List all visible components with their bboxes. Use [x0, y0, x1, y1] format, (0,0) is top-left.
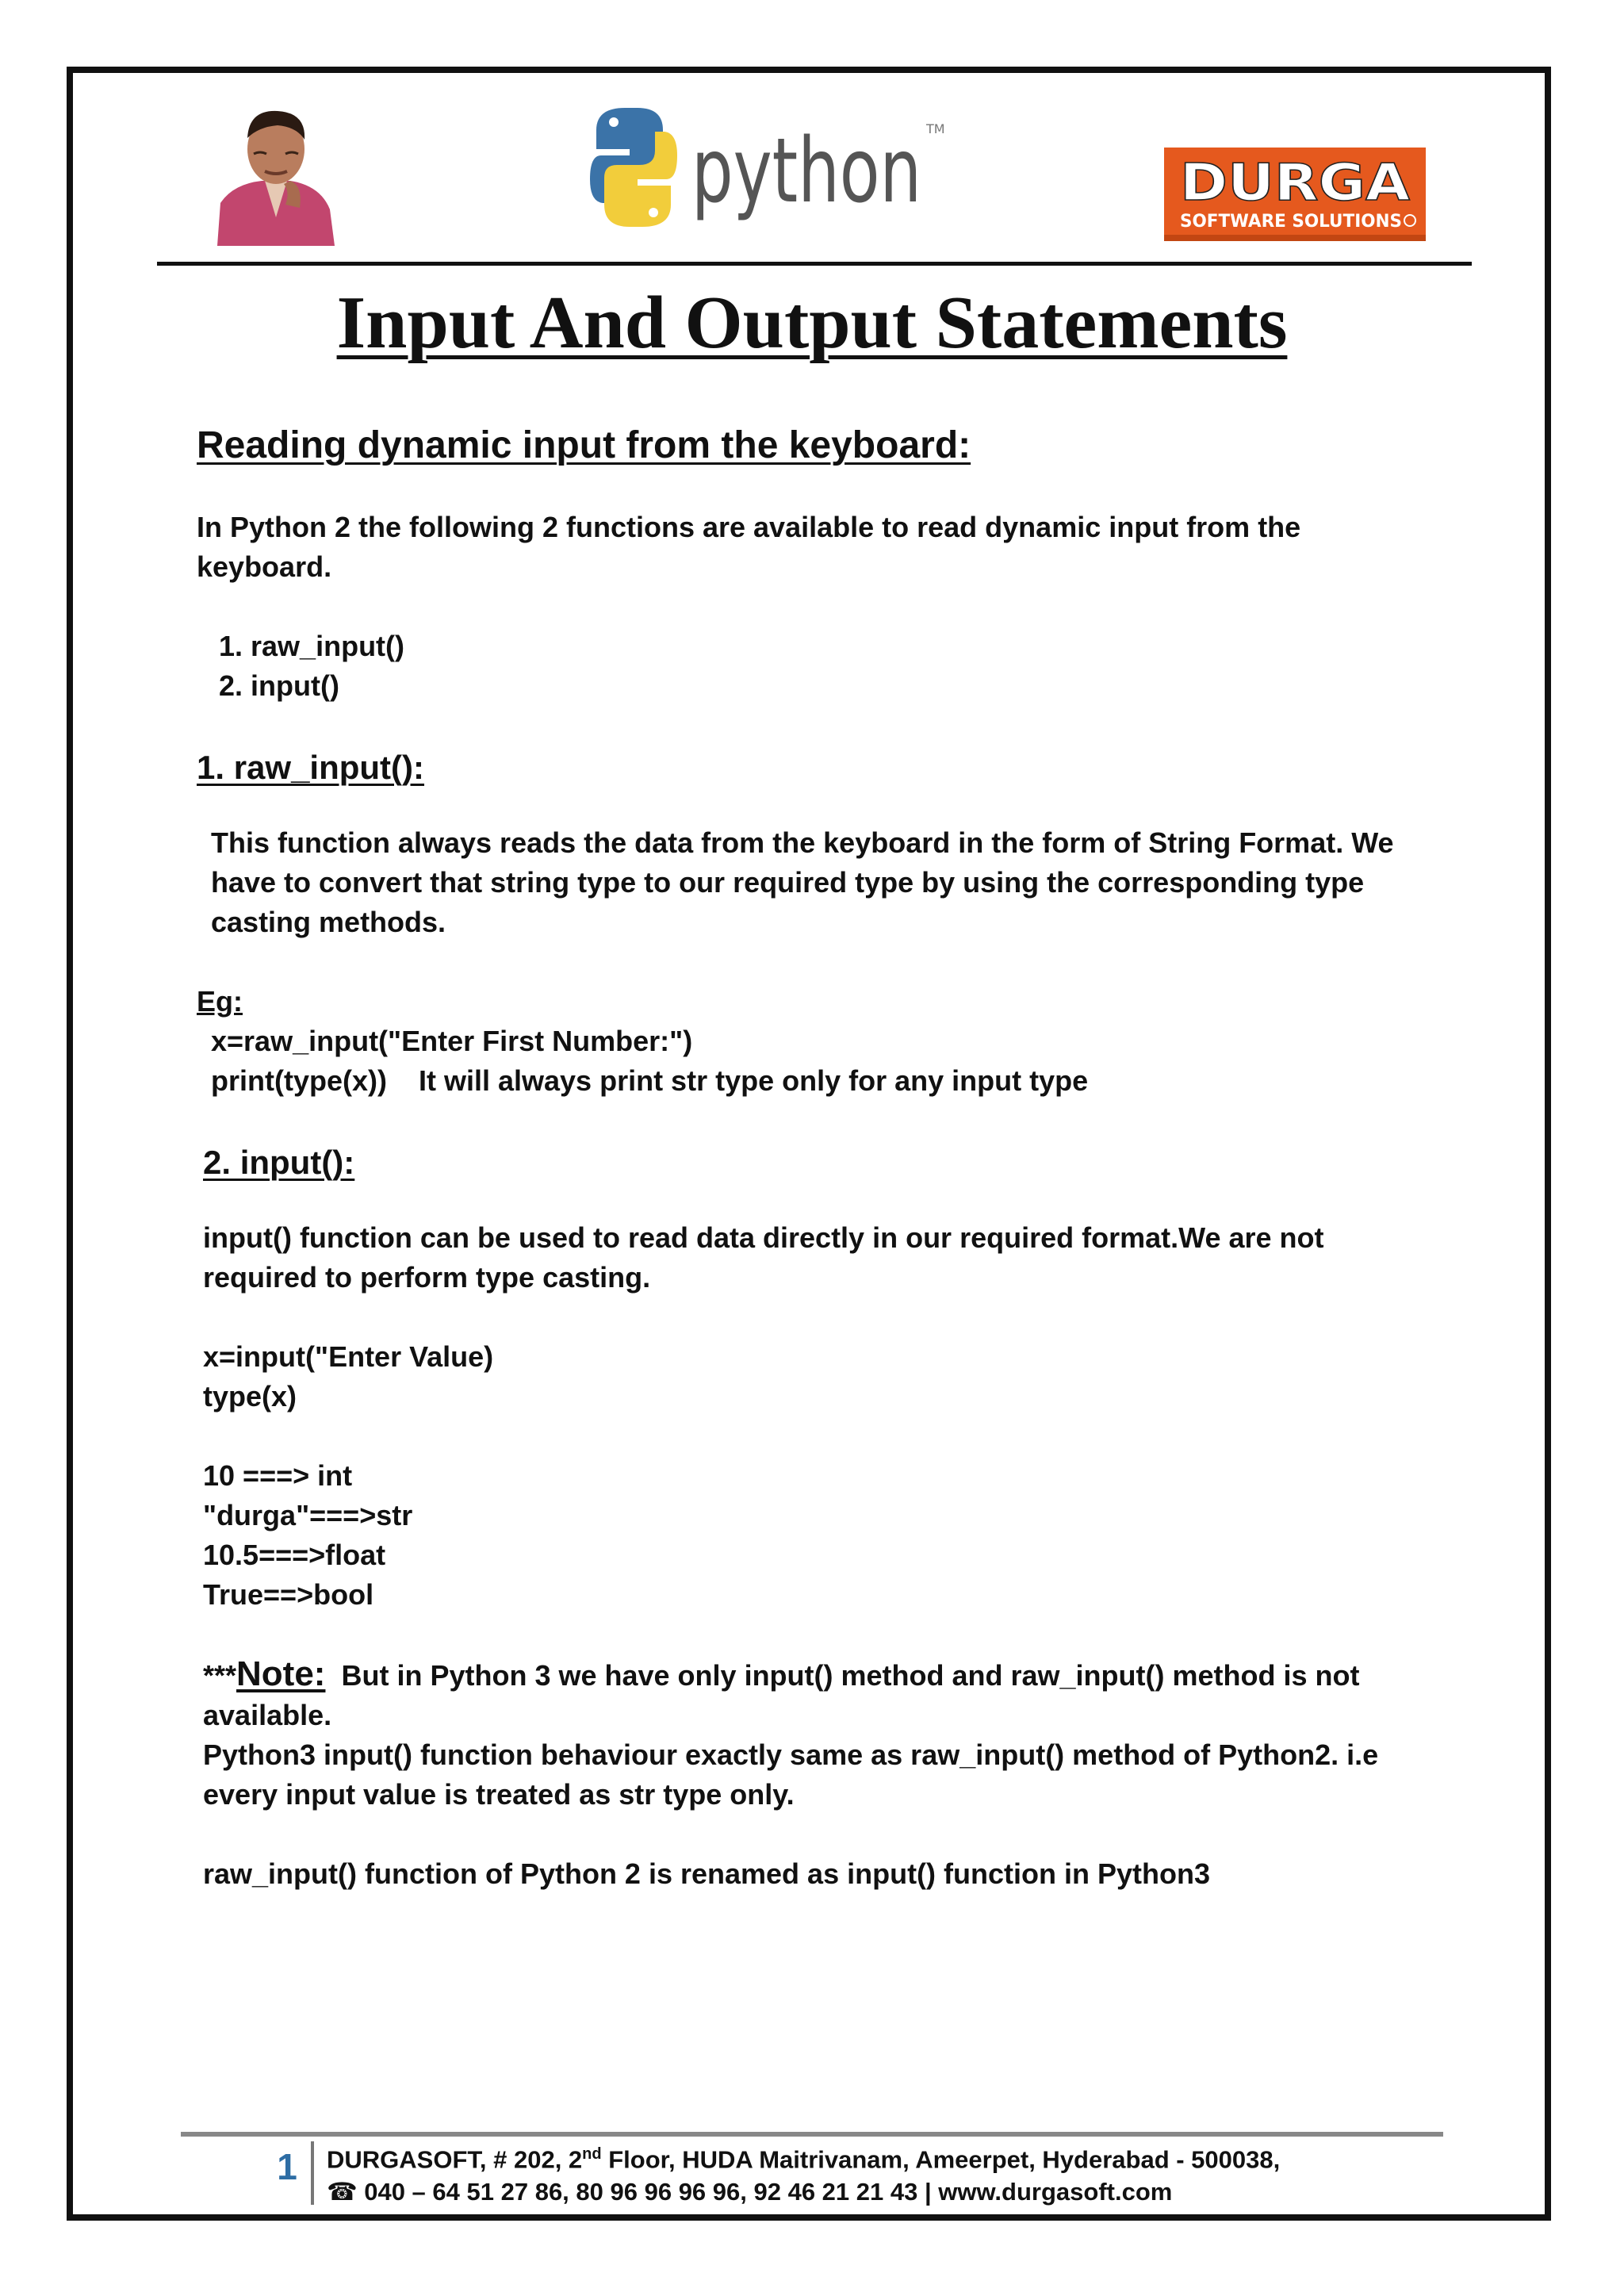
- python-logo-text: python: [691, 120, 921, 223]
- list-item: "durga"===>str: [203, 1499, 413, 1531]
- python-snake-icon: [590, 108, 677, 227]
- note-text: But in Python 3 we have only input() method and raw_input() method is not available.: [203, 1659, 1360, 1731]
- note-rename: raw_input() function of Python 2 is renamed as input() function in Python3: [203, 1857, 1211, 1890]
- durga-logo-text: DURGA: [1180, 154, 1411, 213]
- example-block: [197, 982, 1434, 1101]
- address-text: DURGASOFT, # 202, 2: [327, 2145, 583, 2174]
- section-heading-reading-input: Reading dynamic input from the keyboard:: [197, 424, 971, 466]
- code-line: [197, 1061, 1434, 1101]
- input-description: input() function can be used to read data directly in our required format.We are not required to perform type casting.: [203, 1221, 1324, 1294]
- page-number: 1: [277, 2146, 297, 2187]
- page-title: Input And Output Statements: [336, 282, 1288, 364]
- note-prefix: ***: [203, 1659, 237, 1692]
- section-heading-input: 2. input():: [203, 1144, 355, 1181]
- header-divider: [157, 262, 1472, 266]
- footer-address: [327, 2138, 1280, 2208]
- intro-paragraph: In Python 2 the following 2 functions are available to read dynamic input from the keyboard.: [197, 511, 1301, 583]
- input-code-block: [197, 1337, 1434, 1416]
- note-paragraph: [197, 1654, 1434, 1735]
- trademark-mark: TM: [926, 121, 945, 136]
- list-item: 2. input(): [219, 669, 339, 702]
- footer-separator: [311, 2141, 314, 2205]
- code-line: x=raw_input("Enter First Number:"): [211, 1025, 693, 1057]
- list-item: 1. raw_input(): [219, 630, 405, 662]
- list-item: 10 ===> int: [203, 1459, 353, 1492]
- address-line: [327, 2138, 1280, 2175]
- contact-line: ☎ 040 – 64 51 27 86, 80 96 96 96 96, 92 46 21 21 43 | www.durgasoft.com: [327, 2178, 1173, 2206]
- code-line: type(x): [203, 1380, 297, 1412]
- type-examples: [197, 1456, 1434, 1615]
- section-heading-raw-input: 1. raw_input():: [197, 749, 425, 786]
- function-list: [219, 627, 1434, 706]
- code-text: print(type(x)): [211, 1064, 387, 1097]
- durga-logo-subtext: SOFTWARE SOLUTIONS: [1180, 212, 1402, 232]
- author-photo: [201, 98, 349, 246]
- note-label: Note:: [236, 1654, 326, 1693]
- address-text: Floor, HUDA Maitrivanam, Ameerpet, Hyderabad - 500038,: [601, 2145, 1281, 2174]
- example-label: Eg:: [197, 985, 243, 1018]
- python-logo: [590, 100, 955, 235]
- list-item: 10.5===>float: [203, 1539, 386, 1571]
- raw-input-description: This function always reads the data from the keyboard in the form of String Format. We have to convert that string type to our required type by using the corresponding type casting methods.: [211, 826, 1394, 938]
- code-line: x=input("Enter Value): [203, 1340, 494, 1373]
- address-superscript: nd: [582, 2145, 602, 2163]
- durga-logo: [1164, 148, 1426, 241]
- footer-divider: [181, 2132, 1443, 2137]
- main-content: [197, 422, 1434, 1934]
- code-comment: It will always print str type only for any input type: [418, 1064, 1089, 1097]
- note-detail: Python3 input() function behaviour exactly same as raw_input() method of Python2. i.e every input value is treated as str type only.: [203, 1738, 1379, 1811]
- list-item: True==>bool: [203, 1578, 374, 1611]
- page-header: [157, 79, 1473, 263]
